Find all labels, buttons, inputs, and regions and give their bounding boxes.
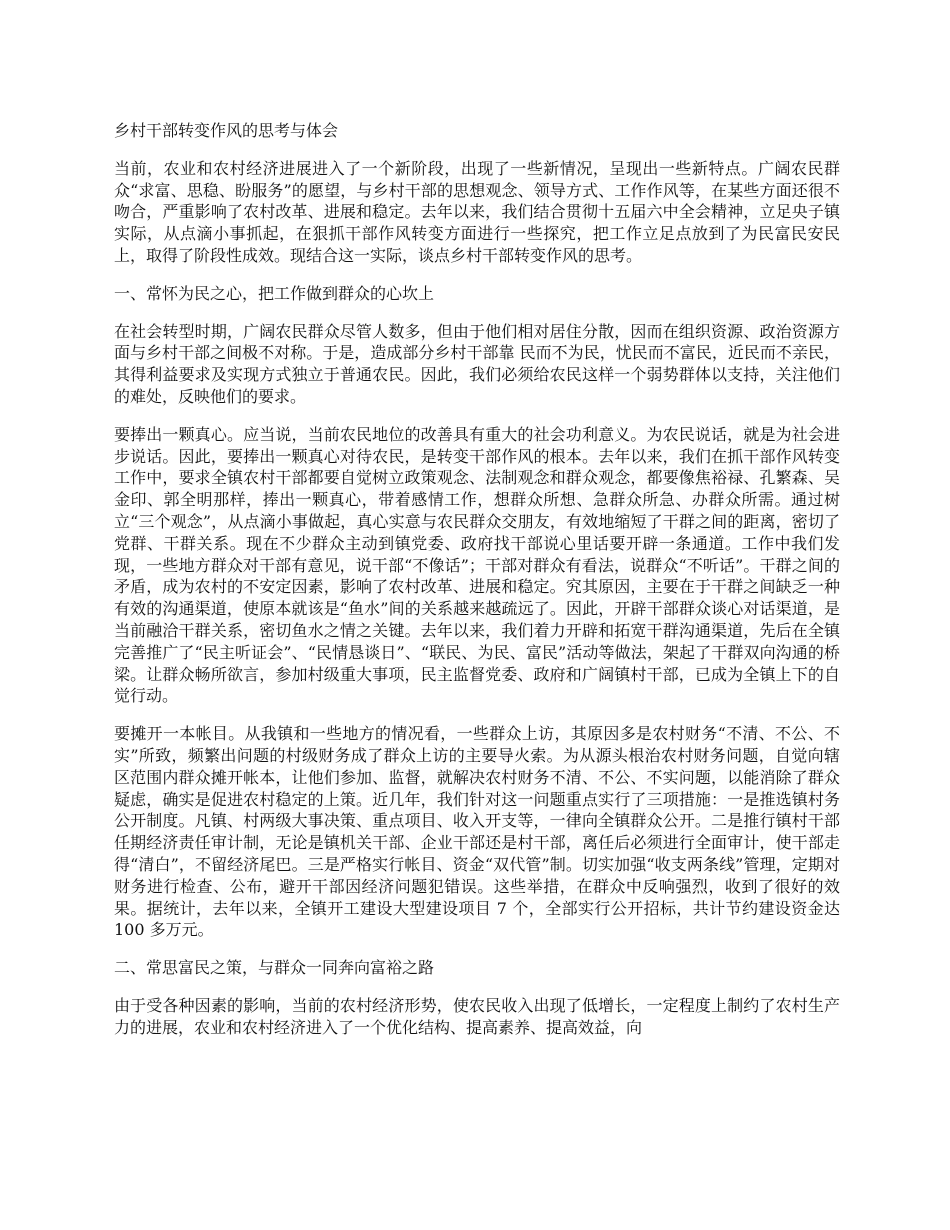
paragraph-intro: 当前，农业和农村经济进展进入了一个新阶段，出现了一些新情况，呈现出一些新特点。广阔农民群众“求富、思稳、盼服务”的愿望，与乡村干部的思想观念、领导方式、工作作风等，在某些方面还很不吻合，严重影响了农村改革、进展和稳定。去年以来，我们结合贯彻十五届六中全会精神，立足央子镇实际，从点滴小事抓起，在狠抓干部作风转变方面进行一些探究，把工作立足点放到了为民富民安民上，取得了阶段性成效。现结合这一实际，谈点乡村干部转变作风的思考。 bbox=[114, 158, 840, 265]
paragraph-1-1: 在社会转型时期，广阔农民群众尽管人数多，但由于他们相对居住分散，因而在组织资源、政治资源方面与乡村干部之间极不对称。于是，造成部分乡村干部靠 民而不为民，忧民而不富民，近民而不亲民，其得利益要求及实现方式独立于普通农民。因此，我们必须给农民这样一个弱势群体以支持，关注他们的难处，反映他们的要求。 bbox=[114, 321, 840, 406]
document-title: 乡村干部转变作风的思考与体会 bbox=[114, 121, 339, 140]
document-page bbox=[114, 120, 840, 1038]
section-heading-2: 二、常思富民之策，与群众一同奔向富裕之路 bbox=[114, 958, 435, 978]
paragraph-1-2: 要捧出一颗真心。应当说，当前农民地位的改善具有重大的社会功利意义。为农民说话，就是为社会进步说话。因此，要捧出一颗真心对待农民，是转变干部作风的根本。去年以来，我们在抓干部作风转变工作中，要求全镇农村干部都要自觉树立政策观念、法制观念和群众观念，都要像焦裕禄、孔繁森、吴金印、郭全明那样，捧出一颗真心，带着感情工作，想群众所想、急群众所急、办群众所需。通过树立“三个观念”，从点滴小事做起，真心实意与农民群众交朋友，有效地缩短了干群之间的距离，密切了党群、干群关系。现在不少群众主动到镇党委、政府找干部说心里话要开辟一条通道。工作中我们发现，一些地方群众对干部有意见，说干部“不像话”；干部对群众有看法，说群众“不听话”。干群之间的矛盾，成为农村的不安定因素，影响了农村改革、进展和稳定。究其原因，主要在于干群之间缺乏一种有效的沟通渠道，使原本就该是“鱼水”间的关系越来越疏远了。因此，开辟干部群众谈心对话渠道，是当前融洽干群关系，密切鱼水之情之关键。去年以来，我们着力开辟和拓宽干群沟通渠道，先后在全镇完善推广了“民主听证会”、“民情恳谈日”、“联民、为民、富民”活动等做法，架起了干群双向沟通的桥梁。让群众畅所欲言，参加村级重大事项，民主监督党委、政府和广阔镇村干部，已成为全镇上下的自觉行动。 bbox=[114, 424, 840, 706]
paragraph-2-1: 由于受各种因素的影响，当前的农村经济形势，使农民收入出现了低增长，一定程度上制约了农村生产力的进展，农业和农村经济进入了一个优化结构、提高素养、提高效益，向 bbox=[114, 995, 840, 1037]
paragraph-1-3: 要摊开一本帐目。从我镇和一些地方的情况看，一些群众上访，其原因多是农村财务“不清、不公、不实”所致，频繁出问题的村级财务成了群众上访的主要导火索。为从源头根治农村财务问题，自觉向辖区范围内群众摊开帐本，让他们参加、监督，就解决农村财务不清、不公、不实问题，以能消除了群众疑虑，确实是促进农村稳定的上策。近几年，我们针对这一问题重点实行了三项措施：一是推选镇村务公开制度。凡镇、村两级大事决策、重点项目、收入开支等，一律向全镇群众公开。二是推行镇村干部任期经济责任审计制，无论是镇机关干部、企业干部还是村干部，离任后必须进行全面审计，使干部走得“清白”，不留经济尾巴。三是严格实行帐目、资金“双代管”制。切实加强“收支两条线”管理，定期对财务进行检查、公布，避开干部因经济问题犯错误。这些举措，在群众中反响强烈，收到了很好的效果。据统计，去年以来，全镇开工建设大型建设项目 7 个，全部实行公开招标，共计节约建设资金达 100 多万元。 bbox=[114, 724, 840, 940]
section-heading-1: 一、常怀为民之心，把工作做到群众的心坎上 bbox=[114, 283, 435, 303]
